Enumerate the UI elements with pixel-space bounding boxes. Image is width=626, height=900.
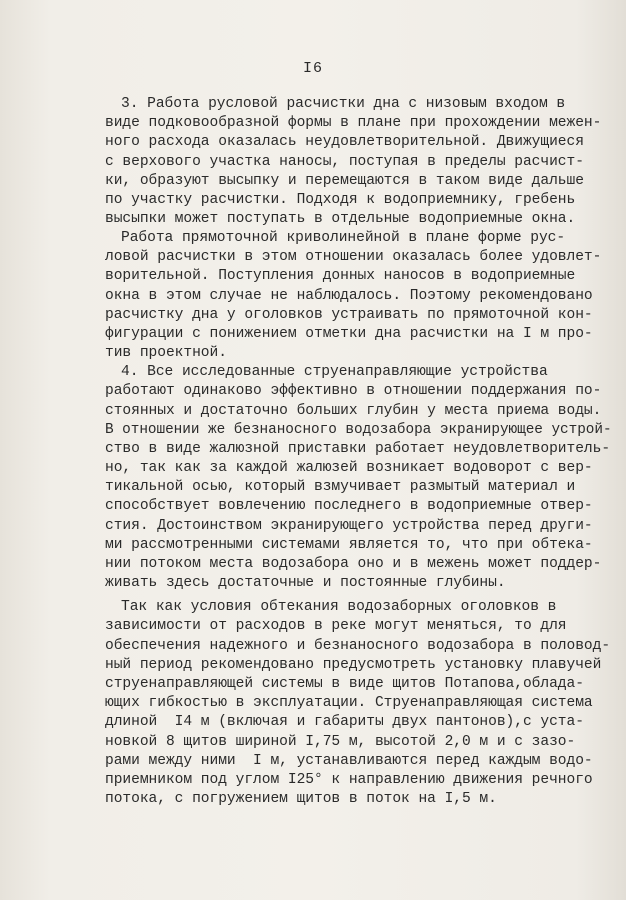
text-line: длиной I4 м (включая и габариты двух пантонов),с уста-: [105, 714, 584, 730]
text-line: по участку расчистки. Подходя к водоприемнику, гребень: [105, 192, 576, 208]
text-line: Работа прямоточной криволинейной в плане форме рус-: [121, 230, 566, 246]
text-line: стия. Достоинством экранирующего устройства перед други-: [105, 518, 593, 534]
text-line: ворительной. Поступления донных наносов в водоприемные: [105, 268, 576, 284]
text-line: высыпки может поступать в отдельные водоприемные окна.: [105, 211, 576, 227]
text-line: окна в этом случае не наблюдалось. Поэтому рекомендовано: [105, 288, 593, 304]
text-line: 4. Все исследованные струенаправляющие устройства: [121, 364, 548, 380]
text-line: потока, с погружением щитов в поток на I,5 м.: [105, 791, 497, 807]
text-line: струенаправляющей системы в виде щитов Потапова,облада-: [105, 676, 584, 692]
text-line: живать здесь достаточные и постоянные глубины.: [105, 575, 506, 591]
text-line: ловой расчистки в этом отношении оказалась более удовлет-: [105, 249, 602, 265]
text-line: приемником под углом I25° к направлению движения речного: [105, 772, 593, 788]
text-line: с верхового участка наносы, поступая в пределы расчист-: [105, 154, 584, 170]
text-line: ющих гибкостью в эксплуатации. Струенаправляющая система: [105, 695, 593, 711]
text-line: новкой 8 щитов шириной I,75 м, высотой 2,0 м и с зазо-: [105, 734, 576, 750]
text-line: стоянных и достаточно больших глубин у места приема воды.: [105, 403, 602, 419]
text-line: В отношении же безнаносного водозабора экранирующее устрой-: [105, 422, 612, 438]
text-line: работают одинаково эффективно в отношении поддержания по-: [105, 383, 602, 399]
text-line: тикальной осью, который взмучивает размытый материал и: [105, 479, 576, 495]
text-line: ми рассмотренными системами является то, что при обтека-: [105, 537, 593, 553]
text-line: ного расхода оказалась неудовлетворительной. Движущиеся: [105, 134, 584, 150]
text-line: виде подковообразной формы в плане при прохождении межен-: [105, 115, 602, 131]
page-number: I6: [302, 60, 323, 77]
text-line: тив проектной.: [105, 345, 227, 361]
text-line: Так как условия обтекания водозаборных оголовков в: [121, 599, 557, 615]
text-line: расчистку дна у оголовков устраивать по прямоточной кон-: [105, 307, 593, 323]
text-line: фигурации с понижением отметки дна расчистки на I м про-: [105, 326, 593, 342]
text-line: обеспечения надежного и безнаносного водозабора в половод-: [105, 638, 611, 654]
text-line: 3. Работа русловой расчистки дна с низовым входом в: [121, 96, 566, 112]
text-line: зависимости от расходов в реке могут меняться, то для: [105, 618, 567, 634]
text-line: нии потоком места водозабора оно и в межень может поддер-: [105, 556, 602, 572]
text-line: рами между ними I м, устанавливаются перед каждым водо-: [105, 753, 593, 769]
text-line: ный период рекомендовано предусмотреть установку плавучей: [105, 657, 602, 673]
text-line: способствует вовлечению последнего в водоприемные отвер-: [105, 498, 593, 514]
text-line: ки, образуют высыпку и перемещаются в таком виде дальше: [105, 173, 584, 189]
text-line: ство в виде жалюзной приставки работает неудовлетворитель-: [105, 441, 611, 457]
text-line: но, так как за каждой жалюзей возникает водоворот с вер-: [105, 460, 593, 476]
